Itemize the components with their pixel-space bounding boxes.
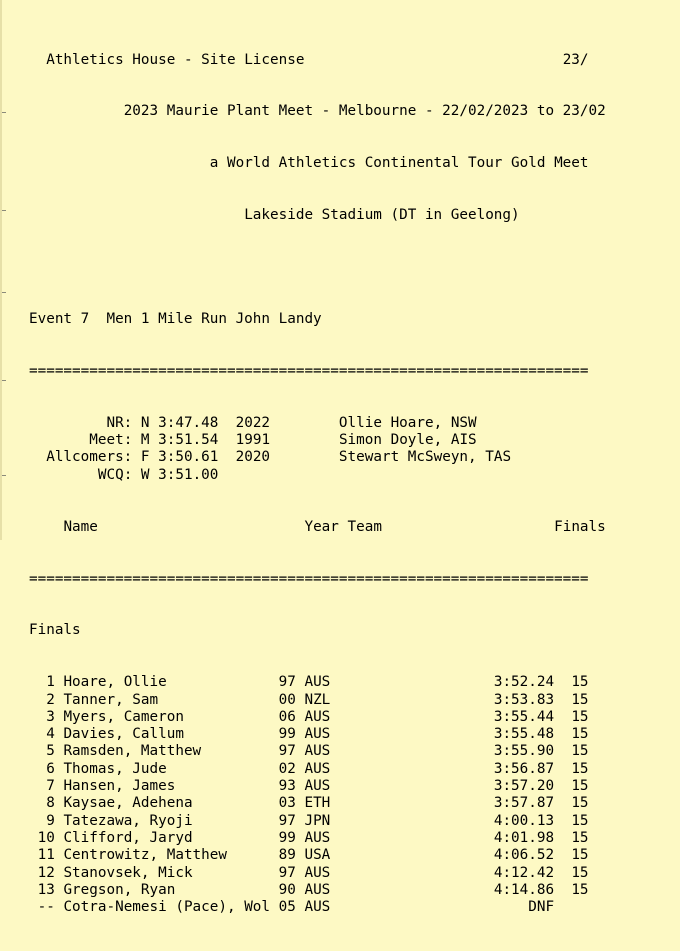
margin-tick bbox=[2, 292, 6, 293]
result-place: -- bbox=[37, 899, 55, 916]
column-name: Name bbox=[63, 518, 98, 535]
record-row bbox=[29, 449, 606, 466]
result-name: Gregson, Ryan bbox=[63, 881, 176, 898]
column-header bbox=[29, 519, 606, 536]
result-row bbox=[29, 795, 606, 812]
record-code: F bbox=[140, 449, 150, 466]
result-name: Myers, Cameron bbox=[63, 708, 184, 725]
result-name: Clifford, Jaryd bbox=[63, 829, 193, 846]
result-mark: 4:12.42 bbox=[493, 864, 555, 881]
margin-tick bbox=[2, 112, 6, 113]
result-team: AUS bbox=[304, 726, 331, 743]
result-year: 06 bbox=[278, 708, 296, 725]
record-row bbox=[29, 415, 606, 432]
result-year: 03 bbox=[278, 795, 296, 812]
result-mark: 3:56.87 bbox=[493, 760, 555, 777]
header-line-4 bbox=[29, 207, 606, 224]
record-label: WCQ: bbox=[97, 466, 133, 483]
result-extra: 15 bbox=[571, 881, 589, 898]
result-mark: DNF bbox=[528, 899, 555, 916]
result-year: 00 bbox=[278, 691, 296, 708]
result-year: 99 bbox=[278, 829, 296, 846]
header-line-1 bbox=[29, 52, 606, 69]
result-place: 5 bbox=[46, 743, 55, 760]
margin-tick bbox=[2, 380, 6, 381]
margin-tick bbox=[2, 210, 6, 211]
result-row bbox=[29, 830, 606, 847]
record-label: NR: bbox=[106, 414, 133, 431]
result-extra: 15 bbox=[571, 708, 589, 725]
record-code: W bbox=[140, 466, 150, 483]
result-year: 90 bbox=[278, 881, 296, 898]
column-year: Year bbox=[304, 518, 339, 535]
result-extra: 15 bbox=[571, 778, 589, 795]
result-team: USA bbox=[304, 847, 331, 864]
record-mark: 3:50.61 bbox=[158, 449, 219, 466]
result-mark: 3:53.83 bbox=[493, 691, 555, 708]
result-team: AUS bbox=[304, 743, 331, 760]
result-mark: 3:55.90 bbox=[493, 743, 555, 760]
record-label: Meet: bbox=[89, 432, 133, 449]
result-name: Davies, Callum bbox=[63, 726, 184, 743]
result-name: Centrowitz, Matthew bbox=[63, 847, 227, 864]
result-row bbox=[29, 726, 606, 743]
result-mark: 3:57.20 bbox=[493, 778, 555, 795]
event-title: Event 7 Men 1 Mile Run John Landy bbox=[29, 311, 322, 328]
result-place: 13 bbox=[37, 881, 55, 898]
result-extra: 15 bbox=[571, 760, 589, 777]
result-row bbox=[29, 778, 606, 795]
result-place: 10 bbox=[37, 829, 55, 846]
section-label: Finals bbox=[29, 622, 81, 639]
result-extra: 15 bbox=[571, 726, 589, 743]
result-team: AUS bbox=[304, 899, 331, 916]
result-name: Tatezawa, Ryoji bbox=[63, 812, 193, 829]
record-mark: 3:51.00 bbox=[158, 466, 219, 483]
record-mark: 3:47.48 bbox=[158, 414, 219, 431]
page-number: 23/ bbox=[562, 51, 589, 68]
result-year: 05 bbox=[278, 899, 296, 916]
result-team: ETH bbox=[304, 795, 331, 812]
result-row bbox=[29, 882, 606, 899]
record-row bbox=[29, 467, 606, 484]
result-row bbox=[29, 813, 606, 830]
result-extra: 15 bbox=[571, 829, 589, 846]
result-mark: 3:52.24 bbox=[493, 674, 555, 691]
result-place: 9 bbox=[46, 812, 55, 829]
result-name: Thomas, Jude bbox=[63, 760, 167, 777]
record-code: N bbox=[140, 414, 150, 431]
result-name: Tanner, Sam bbox=[63, 691, 159, 708]
record-holder: Simon Doyle, AIS bbox=[338, 432, 477, 449]
result-year: 99 bbox=[278, 726, 296, 743]
result-extra: 15 bbox=[571, 674, 589, 691]
result-year: 97 bbox=[278, 864, 296, 881]
result-team: AUS bbox=[304, 760, 331, 777]
result-extra: 15 bbox=[571, 812, 589, 829]
result-row bbox=[29, 865, 606, 882]
result-team: AUS bbox=[304, 829, 331, 846]
column-finals: Finals bbox=[554, 518, 606, 535]
record-year: 2020 bbox=[235, 449, 271, 466]
result-name: Ramsden, Matthew bbox=[63, 743, 202, 760]
margin-tick bbox=[2, 475, 6, 476]
result-year: 93 bbox=[278, 778, 296, 795]
record-label: Allcomers: bbox=[46, 449, 133, 466]
result-place: 2 bbox=[46, 691, 55, 708]
result-place: 3 bbox=[46, 708, 55, 725]
result-name: Hansen, James bbox=[63, 778, 176, 795]
result-year: 97 bbox=[278, 674, 296, 691]
header-line-3 bbox=[29, 155, 606, 172]
record-holder: Stewart McSweyn, TAS bbox=[338, 449, 512, 466]
results-document bbox=[29, 17, 606, 951]
result-year: 89 bbox=[278, 847, 296, 864]
left-margin-rule bbox=[0, 0, 2, 540]
result-name: Stanovsek, Mick bbox=[63, 864, 193, 881]
venue: Lakeside Stadium (DT in Geelong) bbox=[244, 207, 520, 224]
results-block bbox=[29, 674, 606, 916]
record-year: 2022 bbox=[235, 414, 271, 431]
result-place: 1 bbox=[46, 674, 55, 691]
result-place: 6 bbox=[46, 760, 55, 777]
result-place: 8 bbox=[46, 795, 55, 812]
result-row bbox=[29, 761, 606, 778]
result-place: 7 bbox=[46, 778, 55, 795]
result-extra: 15 bbox=[571, 847, 589, 864]
column-team: Team bbox=[347, 518, 382, 535]
result-mark: 4:06.52 bbox=[493, 847, 555, 864]
header-line-2 bbox=[29, 103, 606, 120]
result-year: 97 bbox=[278, 812, 296, 829]
result-place: 11 bbox=[37, 847, 55, 864]
record-code: M bbox=[140, 432, 150, 449]
record-holder: Ollie Hoare, NSW bbox=[338, 414, 477, 431]
result-team: JPN bbox=[304, 812, 331, 829]
result-row bbox=[29, 899, 606, 916]
result-row bbox=[29, 692, 606, 709]
result-extra: 15 bbox=[571, 864, 589, 881]
record-mark: 3:51.54 bbox=[158, 432, 219, 449]
result-mark: 3:55.48 bbox=[493, 726, 555, 743]
result-year: 02 bbox=[278, 760, 296, 777]
result-team: NZL bbox=[304, 691, 331, 708]
records-block bbox=[29, 415, 606, 484]
result-mark: 4:01.98 bbox=[493, 829, 555, 846]
result-row bbox=[29, 847, 606, 864]
meet-subtitle: a World Athletics Continental Tour Gold Meet bbox=[209, 155, 589, 172]
result-team: AUS bbox=[304, 864, 331, 881]
separator-top: ================================================================= bbox=[29, 362, 589, 379]
result-mark: 4:00.13 bbox=[493, 812, 555, 829]
result-row bbox=[29, 674, 606, 691]
result-year: 97 bbox=[278, 743, 296, 760]
result-mark: 3:57.87 bbox=[493, 795, 555, 812]
result-row bbox=[29, 743, 606, 760]
result-mark: 3:55.44 bbox=[493, 708, 555, 725]
record-year: 1991 bbox=[235, 432, 271, 449]
result-team: AUS bbox=[304, 708, 331, 725]
separator-bottom: ================================================================= bbox=[29, 570, 589, 587]
meet-title: 2023 Maurie Plant Meet - Melbourne - 22/02/2023 to 23/02 bbox=[123, 103, 606, 120]
result-mark: 4:14.86 bbox=[493, 881, 555, 898]
result-name: Cotra-Nemesi (Pace), Wol bbox=[63, 899, 271, 916]
record-row bbox=[29, 432, 606, 449]
result-place: 12 bbox=[37, 864, 55, 881]
site-license: Athletics House - Site License bbox=[46, 51, 305, 68]
result-team: AUS bbox=[304, 881, 331, 898]
result-team: AUS bbox=[304, 778, 331, 795]
result-extra: 15 bbox=[571, 743, 589, 760]
result-extra: 15 bbox=[571, 795, 589, 812]
result-extra: 15 bbox=[571, 691, 589, 708]
result-team: AUS bbox=[304, 674, 331, 691]
result-name: Kaysae, Adehena bbox=[63, 795, 193, 812]
result-place: 4 bbox=[46, 726, 55, 743]
result-name: Hoare, Ollie bbox=[63, 674, 167, 691]
result-row bbox=[29, 709, 606, 726]
